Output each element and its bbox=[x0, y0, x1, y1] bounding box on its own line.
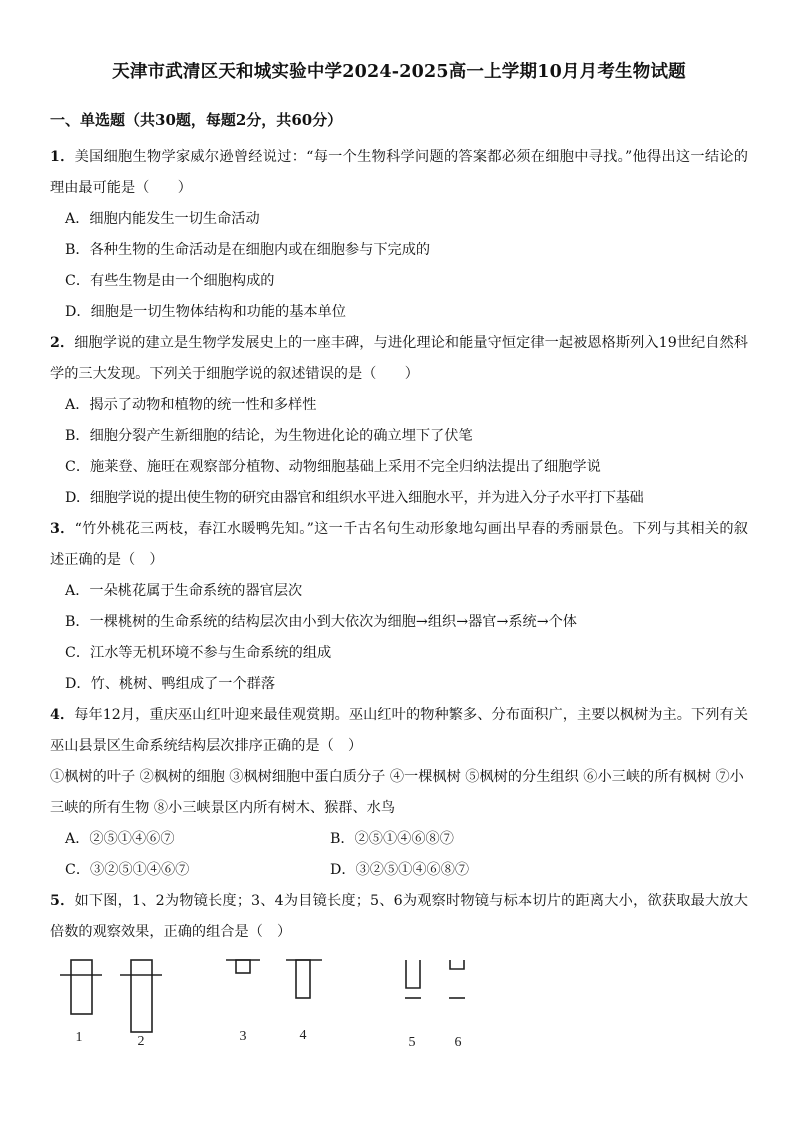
question-number: 2． bbox=[50, 335, 75, 351]
figure-label-4: 4 bbox=[299, 1028, 307, 1043]
statement-list: ①枫树的叶子 ②枫树的细胞 ③枫树细胞中蛋白质分子 ④一棵枫树 ⑤枫树的分生组织 ⑥小三峡的所有枫树 ⑦小三峡的所有生物 ⑧小三峡景区内所有树木、猴群、水鸟 bbox=[50, 769, 744, 816]
question-5 bbox=[50, 886, 748, 1078]
question-stem: 美国细胞生物学家威尔逊曾经说过：“每一个生物科学问题的答案都必须在细胞中寻找。”他得出这一结论的理由最可能是（ ） bbox=[50, 149, 748, 196]
option-a[interactable]: A．揭示了动物和植物的统一性和多样性 bbox=[65, 397, 317, 413]
figure-label-1: 1 bbox=[75, 1030, 83, 1045]
question-stem: 每年12月，重庆巫山红叶迎来最佳观赏期。巫山红叶的物种繁多、分布面积广，主要以枫树为主。下列有关巫山县景区生命系统结构层次排序正确的是（ ） bbox=[50, 707, 748, 754]
lens-figure bbox=[50, 958, 748, 1078]
question-number: 1． bbox=[50, 149, 75, 165]
option-c[interactable]: C．有些生物是由一个细胞构成的 bbox=[65, 273, 275, 289]
question-number: 4． bbox=[50, 707, 75, 723]
option-b[interactable]: B．细胞分裂产生新细胞的结论，为生物进化论的确立埋下了伏笔 bbox=[65, 428, 473, 444]
option-d[interactable]: D．细胞学说的提出使生物的研究由器官和组织水平进入细胞水平，并为进入分子水平打下基础 bbox=[65, 490, 644, 506]
objective-lens-1 bbox=[60, 960, 102, 1014]
figure-label-3: 3 bbox=[239, 1029, 247, 1044]
option-b[interactable]: B．各种生物的生命活动是在细胞内或在细胞参与下完成的 bbox=[65, 242, 431, 258]
question-stem: “竹外桃花三两枝，春江水暖鸭先知。”这一千古名句生动形象地勾画出早春的秀丽景色。下列与其相关的叙述正确的是（ ） bbox=[50, 521, 748, 568]
question-4 bbox=[50, 700, 748, 886]
distance-6 bbox=[449, 960, 465, 998]
eyepiece-4 bbox=[286, 960, 322, 998]
figure-label-5: 5 bbox=[408, 1035, 416, 1050]
lens-diagram bbox=[50, 958, 750, 1078]
question-number: 3． bbox=[50, 521, 75, 537]
option-d[interactable]: D．细胞是一切生物体结构和功能的基本单位 bbox=[65, 304, 346, 320]
question-2 bbox=[50, 328, 748, 514]
option-a[interactable]: A．细胞内能发生一切生命活动 bbox=[65, 211, 260, 227]
question-3 bbox=[50, 514, 748, 700]
option-b[interactable]: B．②⑤①④⑥⑧⑦ bbox=[330, 831, 454, 847]
question-stem: 细胞学说的建立是生物学发展史上的一座丰碑，与进化理论和能量守恒定律一起被恩格斯列入19世纪自然科学的三大发现。下列关于细胞学说的叙述错误的是（ ） bbox=[50, 335, 748, 382]
option-c[interactable]: C．③②⑤①④⑥⑦ bbox=[65, 862, 190, 878]
option-d[interactable]: D．竹、桃树、鸭组成了一个群落 bbox=[65, 676, 276, 692]
eyepiece-3 bbox=[226, 960, 260, 973]
section-heading: 一、单选题（共30题，每题2分，共60分） bbox=[50, 111, 343, 129]
option-a[interactable]: A．②⑤①④⑥⑦ bbox=[65, 831, 175, 847]
option-b[interactable]: B．一棵桃树的生命系统的结构层次由小到大依次为细胞→组织→器官→系统→个体 bbox=[65, 614, 577, 630]
option-row bbox=[50, 824, 748, 855]
option-a[interactable]: A．一朵桃花属于生命系统的器官层次 bbox=[65, 583, 303, 599]
option-c[interactable]: C．施莱登、施旺在观察部分植物、动物细胞基础上采用不完全归纳法提出了细胞学说 bbox=[65, 459, 601, 475]
option-row bbox=[50, 855, 748, 886]
figure-label-6: 6 bbox=[454, 1035, 462, 1050]
question-1 bbox=[50, 142, 748, 328]
page-title: 天津市武清区天和城实验中学2024-2025高一上学期10月月考生物试题 bbox=[112, 62, 686, 82]
question-number: 5． bbox=[50, 893, 75, 909]
question-stem: 如下图，1、2为物镜长度；3、4为目镜长度；5、6为观察时物镜与标本切片的距离大小，欲获取最大放大倍数的观察效果，正确的组合是（ ） bbox=[50, 893, 748, 940]
option-d[interactable]: D．③②⑤①④⑥⑧⑦ bbox=[330, 862, 470, 878]
option-c[interactable]: C．江水等无机环境不参与生命系统的组成 bbox=[65, 645, 332, 661]
distance-5 bbox=[405, 960, 421, 998]
objective-lens-2 bbox=[120, 960, 162, 1032]
figure-label-2: 2 bbox=[137, 1034, 145, 1049]
